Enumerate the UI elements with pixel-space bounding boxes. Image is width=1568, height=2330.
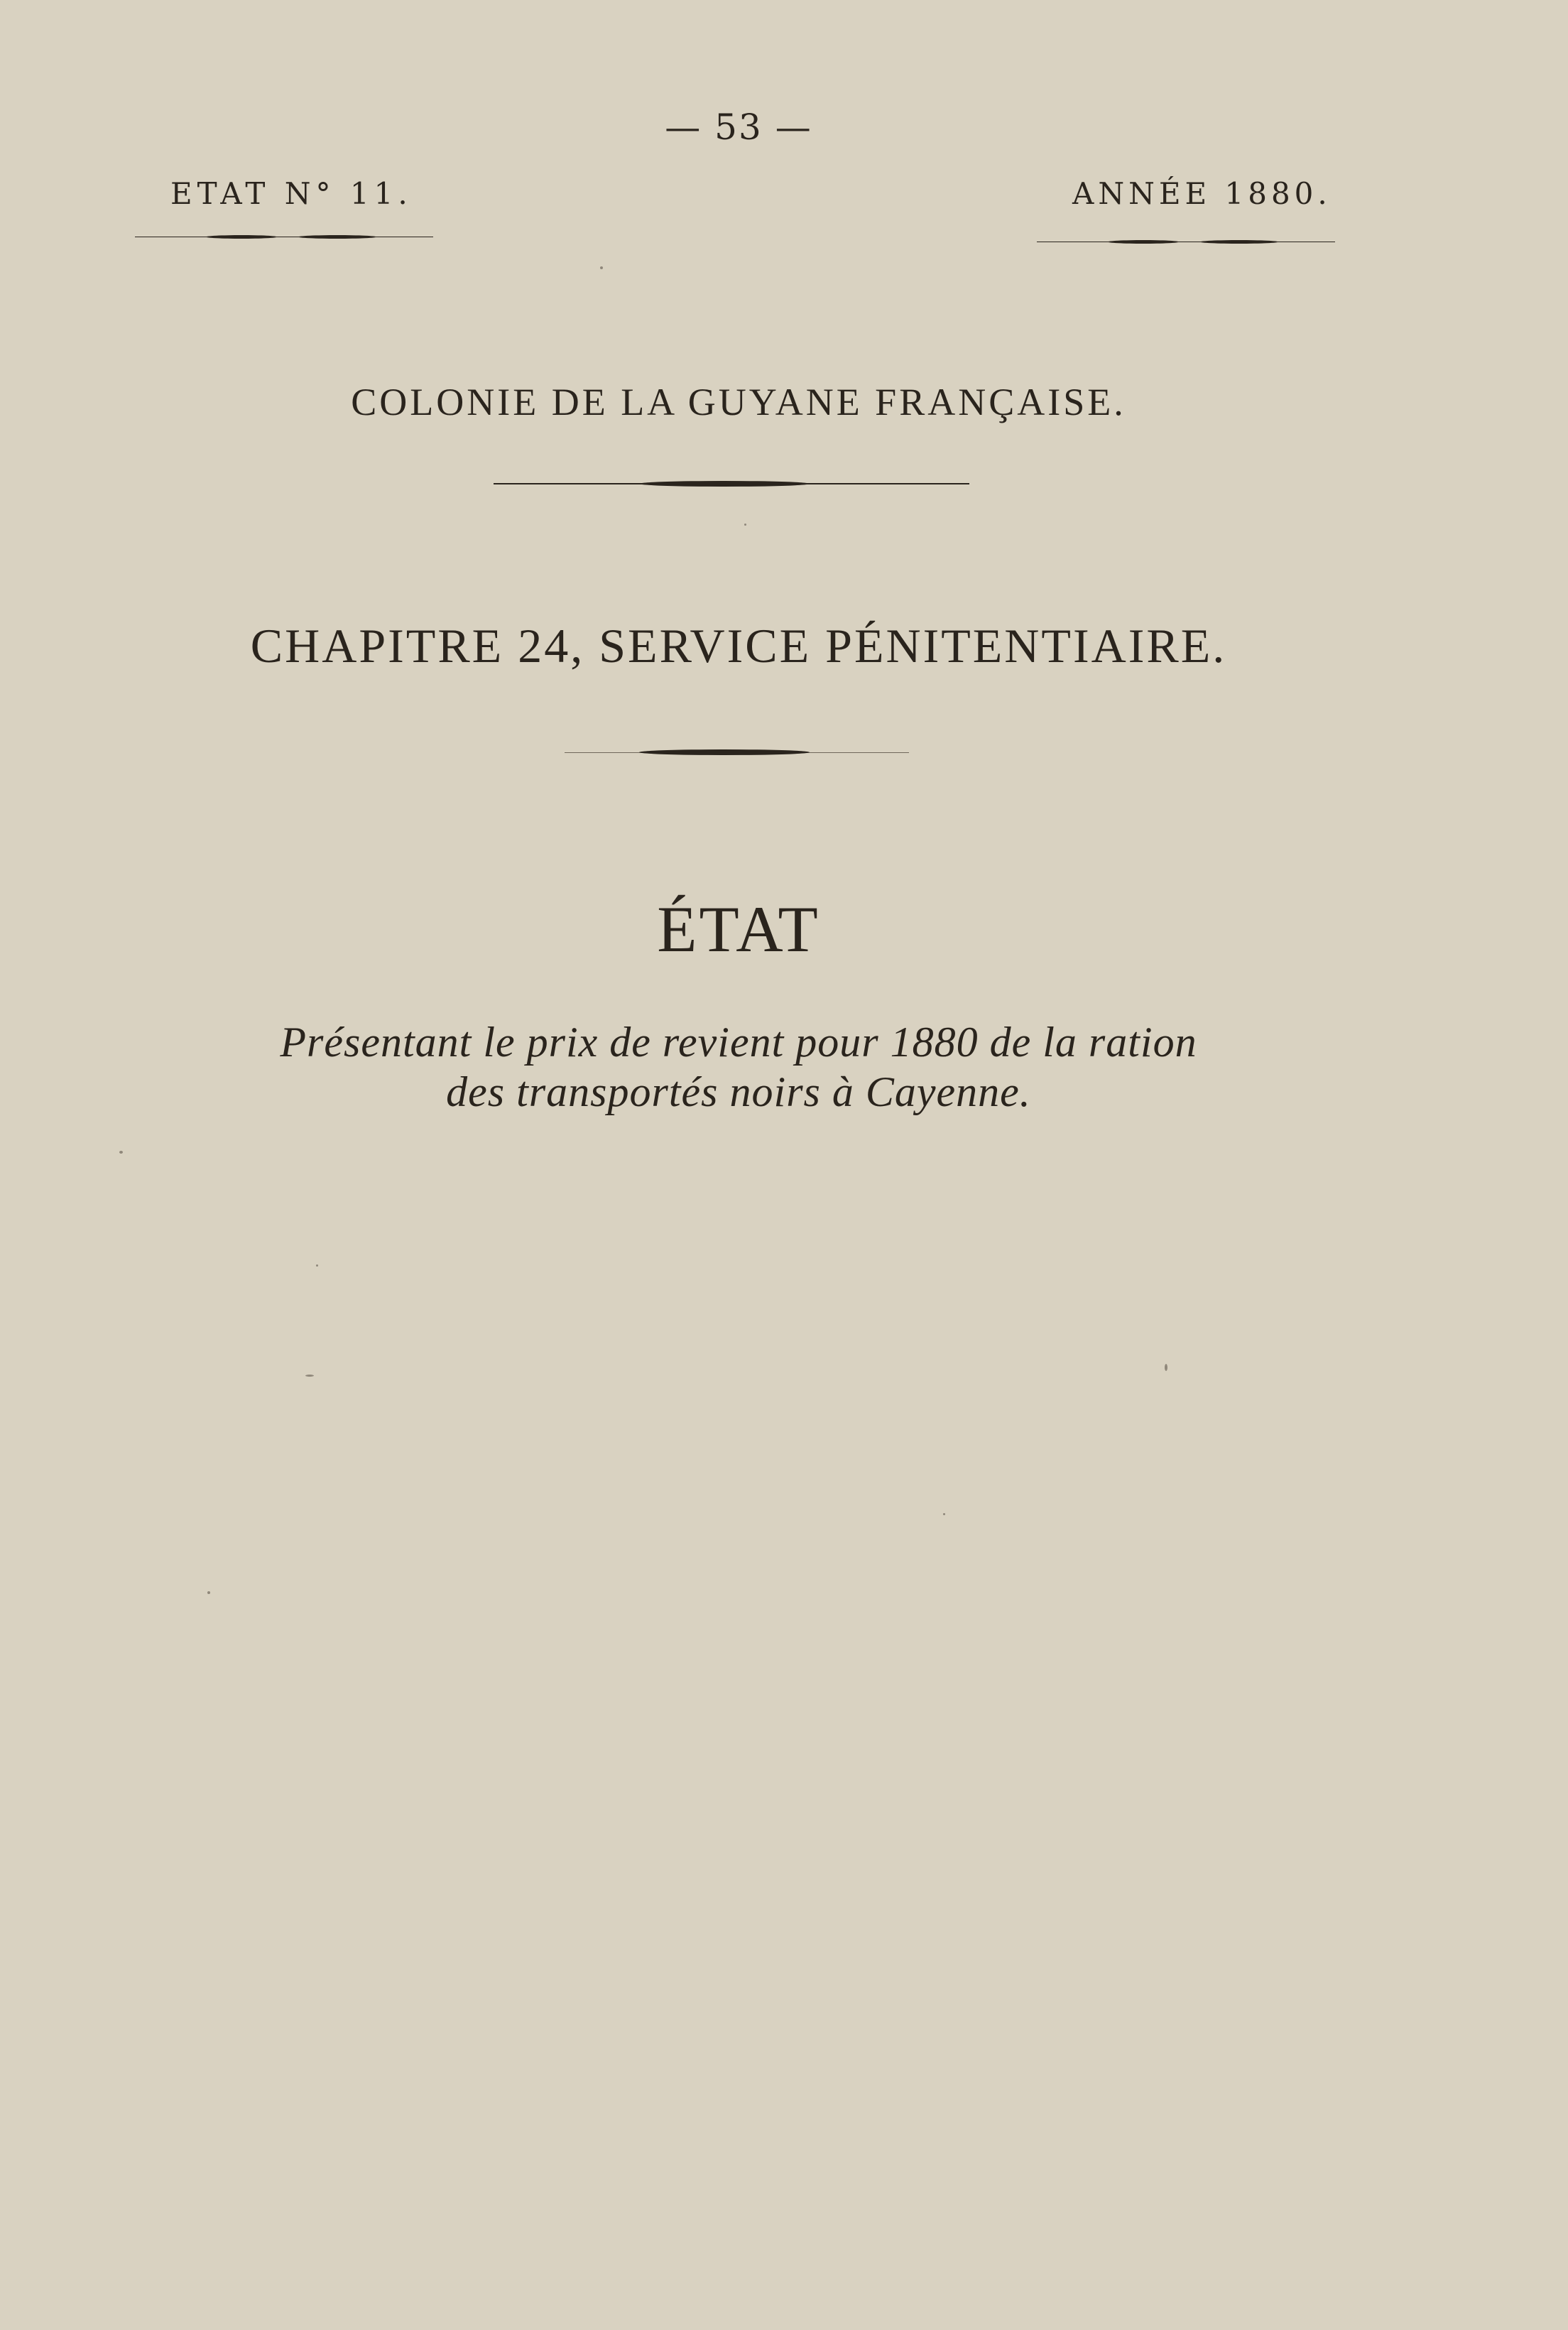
chapter-heading: CHAPITRE 24, SERVICE PÉNITENTIAIRE. — [250, 619, 1227, 673]
colony-heading: COLONIE DE LA GUYANE FRANÇAISE. — [351, 381, 1126, 423]
document-subtitle — [85, 1017, 1392, 1117]
year-label: ANNÉE 1880. — [1072, 176, 1332, 211]
page-number: — 53 — — [665, 107, 812, 148]
document-title: ÉTAT — [657, 893, 820, 965]
subtitle-line-2: des transportés noirs à Cayenne. — [446, 1068, 1031, 1115]
state-number: ETAT N° 11. — [170, 176, 413, 211]
subtitle-line-1: Présentant le prix de revient pour 1880 de la ration — [280, 1019, 1197, 1066]
